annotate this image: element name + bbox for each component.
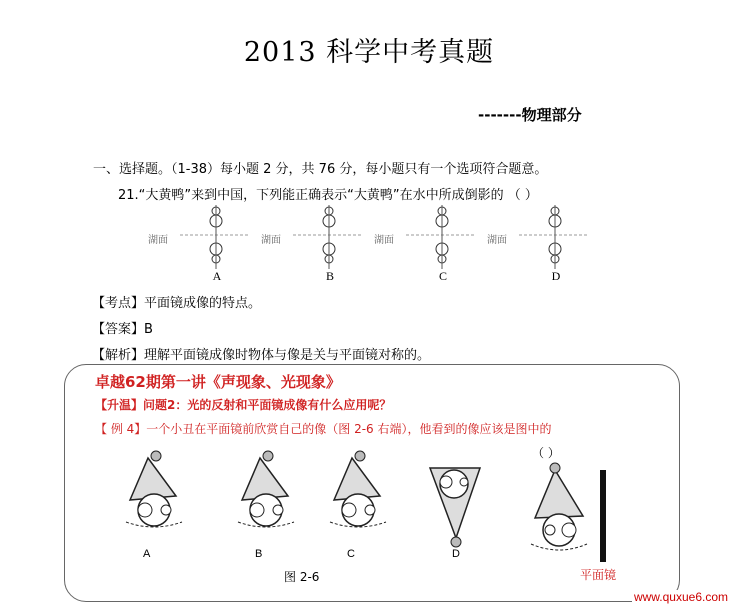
clown-figure-a <box>118 448 188 544</box>
clown-label-d: D <box>452 548 460 560</box>
lake-label-c: 湖面 <box>374 235 394 246</box>
clown-figure-b <box>230 448 300 544</box>
duck-label-a: A <box>212 269 222 283</box>
clown-label-c: C <box>347 548 355 560</box>
analysis-text: 【解析】理解平面镜成像时物体与像是关与平面镜对称的。 <box>92 348 431 363</box>
duck-label-c: C <box>438 269 447 283</box>
lake-label-a: 湖面 <box>148 235 168 246</box>
plane-mirror <box>600 470 606 562</box>
clown-label-a: A <box>143 548 151 560</box>
clown-original <box>525 460 595 560</box>
box-shengwen: 【升温】问题2：光的反射和平面镜成像有什么应用呢？ <box>95 398 392 412</box>
duck-label-d: D <box>551 269 561 283</box>
clown-figure-c <box>322 448 392 544</box>
duck-options <box>150 205 600 285</box>
page-title: 2013 科学中考真题 <box>243 37 495 68</box>
box-heading: 卓越62期第一讲《声现象、光现象》 <box>95 373 341 391</box>
clown-label-b: B <box>255 548 263 560</box>
clown-figure-d <box>420 460 490 550</box>
question-text: 21.“大黄鸭”来到中国，下列能正确表示“大黄鸭”在水中所成倒影的 （ ） <box>118 188 538 203</box>
kaodian-text: 【考点】平面镜成像的特点。 <box>92 296 262 311</box>
duck-label-b: B <box>325 269 334 283</box>
mirror-label: 平面镜 <box>580 568 617 582</box>
watermark: www.quxue6.com <box>633 590 728 604</box>
answer-paren: （ ） <box>532 446 560 460</box>
lake-label-b: 湖面 <box>261 235 281 246</box>
lake-label-d: 湖面 <box>487 235 507 246</box>
section-subtitle: -------物理部分 <box>478 106 582 124</box>
figure-caption: 图 2-6 <box>284 570 320 584</box>
section-heading: 一、选择题。（1-38）每小题 2 分，共 76 分，每小题只有一个选项符合题意。 <box>93 162 548 177</box>
box-example: 【 例 4】一个小丑在平面镜前欣赏自己的像（图 2-6 右端），他看到的像应该是图中的 <box>95 422 552 436</box>
answer-text: 【答案】B <box>92 322 153 337</box>
